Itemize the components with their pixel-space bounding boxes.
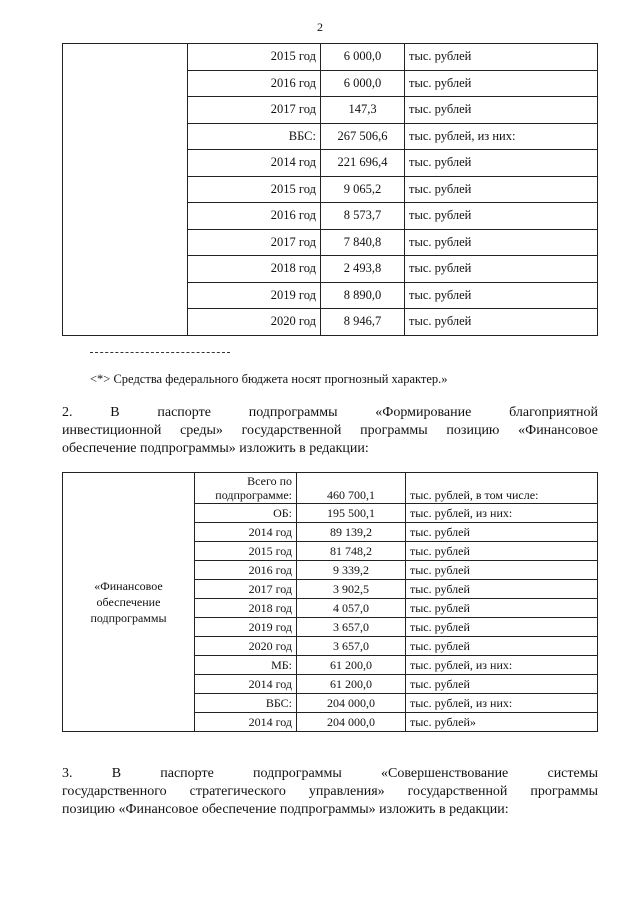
footnote-rule	[90, 352, 230, 353]
row-unit: тыс. рублей, в том числе:	[406, 473, 598, 504]
row-unit: тыс. рублей	[406, 523, 598, 542]
row-label: 2017 год	[188, 229, 321, 256]
row-unit: тыс. рублей	[405, 97, 598, 124]
paragraph-3-line-2: государственного стратегического управления» государственной программы	[62, 784, 598, 799]
row-value: 147,3	[321, 97, 405, 124]
row-unit: тыс. рублей	[406, 675, 598, 694]
row-unit: тыс. рублей, из них:	[406, 694, 598, 713]
paragraph-2-line-1: 2. В паспорте подпрограммы «Формирование благоприятной	[62, 405, 598, 420]
row-unit: тыс. рублей, из них:	[406, 504, 598, 523]
row-value: 61 200,0	[297, 656, 406, 675]
table-row	[63, 44, 598, 71]
row-unit: тыс. рублей	[406, 637, 598, 656]
row-unit: тыс. рублей	[406, 618, 598, 637]
footnote: <*> Средства федерального бюджета носят прогнозный характер.»	[90, 372, 448, 386]
row-unit: тыс. рублей	[405, 309, 598, 336]
row-unit: тыс. рублей	[405, 70, 598, 97]
page-number: 2	[317, 20, 323, 34]
row-label: ВБС:	[195, 694, 297, 713]
row-label: 2015 год	[195, 542, 297, 561]
row-unit: тыс. рублей	[406, 561, 598, 580]
row-unit: тыс. рублей	[406, 542, 598, 561]
row-value: 3 657,0	[297, 637, 406, 656]
paragraph-2	[62, 404, 598, 458]
row-unit: тыс. рублей»	[406, 713, 598, 732]
row-unit: тыс. рублей, из них:	[405, 123, 598, 150]
row-value: 9 339,2	[297, 561, 406, 580]
row-unit: тыс. рублей	[405, 256, 598, 283]
row-label: 2016 год	[188, 70, 321, 97]
funding-table-investment	[62, 472, 598, 732]
row-label: 2014 год	[188, 150, 321, 177]
row-label: Всего по подпрограмме:	[195, 473, 297, 504]
row-label: 2014 год	[195, 523, 297, 542]
row-label: 2020 год	[195, 637, 297, 656]
row-value: 195 500,1	[297, 504, 406, 523]
row-value: 9 065,2	[321, 176, 405, 203]
row-label: 2018 год	[188, 256, 321, 283]
row-label: 2015 год	[188, 44, 321, 71]
row-unit: тыс. рублей	[405, 150, 598, 177]
row-label: 2014 год	[195, 675, 297, 694]
paragraph-3	[62, 765, 598, 819]
row-label: МБ:	[195, 656, 297, 675]
row-value: 460 700,1	[297, 473, 406, 504]
row-unit: тыс. рублей	[405, 176, 598, 203]
row-value: 8 890,0	[321, 282, 405, 309]
row-label: 2019 год	[188, 282, 321, 309]
table-left-blank-cell	[63, 44, 188, 336]
row-label: 2017 год	[195, 580, 297, 599]
row-label: 2020 год	[188, 309, 321, 336]
row-label: 2016 год	[195, 561, 297, 580]
table-row	[63, 473, 598, 504]
row-value: 221 696,4	[321, 150, 405, 177]
row-value: 61 200,0	[297, 675, 406, 694]
row-value: 89 139,2	[297, 523, 406, 542]
paragraph-2-line-3: обеспечение подпрограммы» изложить в редакции:	[62, 441, 369, 456]
row-value: 204 000,0	[297, 713, 406, 732]
left-label-cell: «Финансовое обеспечение подпрограммы	[63, 473, 195, 732]
row-value: 6 000,0	[321, 44, 405, 71]
paragraph-3-line-1: 3. В паспорте подпрограммы «Совершенствование системы	[62, 766, 598, 781]
row-unit: тыс. рублей	[406, 599, 598, 618]
row-value: 6 000,0	[321, 70, 405, 97]
row-label: 2017 год	[188, 97, 321, 124]
row-value: 81 748,2	[297, 542, 406, 561]
paragraph-2-line-2: инвестиционной среды» государственной программы позицию «Финансовое	[62, 423, 598, 438]
row-unit: тыс. рублей	[405, 44, 598, 71]
row-value: 2 493,8	[321, 256, 405, 283]
row-unit: тыс. рублей	[405, 229, 598, 256]
row-label: 2015 год	[188, 176, 321, 203]
row-label: 2014 год	[195, 713, 297, 732]
row-label: 2016 год	[188, 203, 321, 230]
row-unit: тыс. рублей, из них:	[406, 656, 598, 675]
row-value: 267 506,6	[321, 123, 405, 150]
row-label: ОБ:	[195, 504, 297, 523]
row-unit: тыс. рублей	[405, 203, 598, 230]
row-label: ВБС:	[188, 123, 321, 150]
row-unit: тыс. рублей	[405, 282, 598, 309]
row-value: 7 840,8	[321, 229, 405, 256]
row-value: 204 000,0	[297, 694, 406, 713]
row-value: 3 657,0	[297, 618, 406, 637]
paragraph-3-line-3: позицию «Финансовое обеспечение подпрограммы» изложить в редакции:	[62, 802, 509, 817]
row-unit: тыс. рублей	[406, 580, 598, 599]
row-value: 4 057,0	[297, 599, 406, 618]
row-label: 2018 год	[195, 599, 297, 618]
row-label: 2019 год	[195, 618, 297, 637]
row-value: 3 902,5	[297, 580, 406, 599]
row-value: 8 946,7	[321, 309, 405, 336]
funding-table-continued	[62, 43, 598, 336]
row-value: 8 573,7	[321, 203, 405, 230]
